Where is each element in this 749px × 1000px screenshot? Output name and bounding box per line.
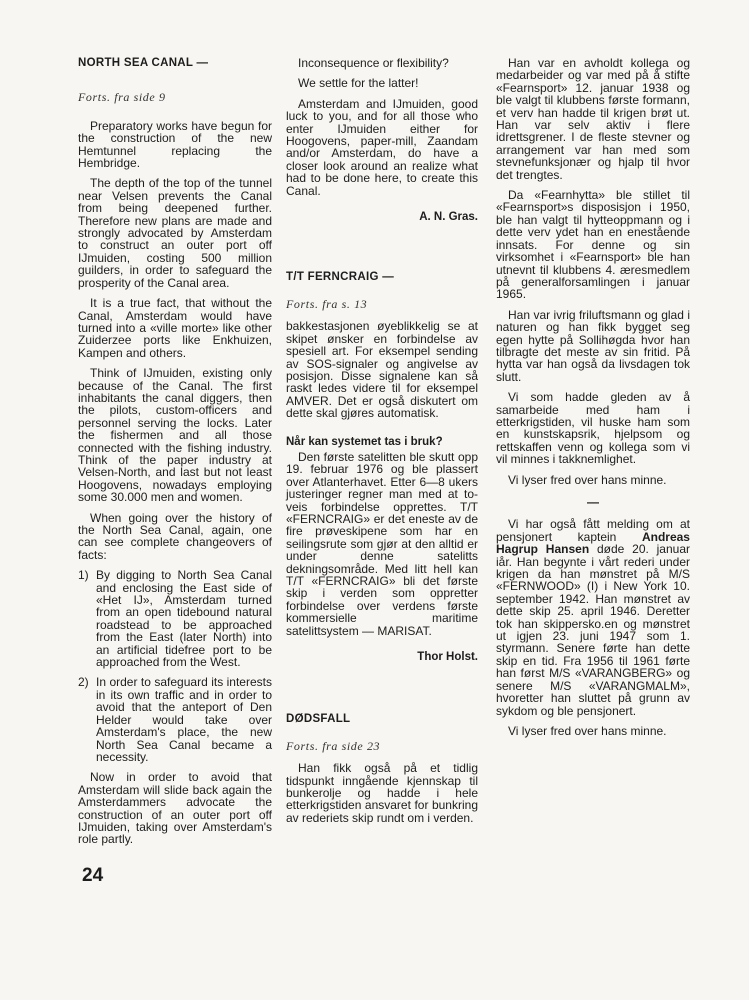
dodsfall-paragraph: Da «Fearnhytta» ble stillet til «Fearnsport»s disposisjon i 1950, ble han valgt til hytteoppmann og i dette verv ydet han en enestående innsats. For denne og sin virksomhet i «Fearnsport» ble han utnevnt til klubbens 4. æresmedlem på generalforsamlingen i januar 1965. xyxy=(496,188,690,302)
obituary-text: døde 20. januar iår. Han begynte i vårt rederi under krigen da han mønstret på M/S «FERNWOOD» (I) i New York 10. september 1942. Han mønstret av dette skip 25. april 1946. Deretter tok han skippersko.en og mønstret ut igjen 23. juni 1947 som 1. styrmann. Senere førte han dette skip en tid. Fra 1956 til 1961 førte han først M/S «VARANGBERG» og senere M/S «VARANGMALM», hvoretter han sluttet på grunn av sykdom og ble pensjonert. xyxy=(496,542,690,718)
dodsfall-continued-note: Forts. fra side 23 xyxy=(286,738,381,753)
ferncraig-heading: T/T FERNCRAIG — xyxy=(286,271,394,284)
list-item xyxy=(78,569,272,668)
ferncraig-subheading: Når kan systemet tas i bruk? xyxy=(286,435,443,448)
obituary-closing: Vi lyser fred over hans minne. xyxy=(508,723,667,738)
dodsfall-paragraph: Han var ivrig friluftsmann og glad i naturen og han fikk bygget seg egen hytte på Sollihøgda hvor han tilbragte det meste av sin fritid. På hytta var han også da livsdagen tok slutt. xyxy=(496,307,690,384)
dodsfall-paragraph: Vi som hadde gleden av å samarbeide med ham i etterkrigstiden, vil huske ham som en kunstskapsrik, hjelpsom og rettskaffen venn og kollega som vi vil minnes i takknemlighet. xyxy=(496,390,690,467)
ferncraig-intro: bakkestasjonen øyeblikkelig se at skipet ønsker en forbindelse av spesiell art. For eksempel sending av SOS-signaler og angivelse av posisjon. Disse signalene kan så raskt ledes videre til for eksempel AMVER. Det er også diskutert om dette skal gjøres automatisk. xyxy=(286,319,478,421)
north-sea-canal-paragraph: When going over the history of the North Sea Canal, again, one can see complete changeovers of facts: xyxy=(78,510,272,562)
dodsfall-paragraph: Han var en avholdt kollega og medarbeider og var med på å stifte «Fearnsport» 12. januar 1938 og ble valgt til klubbens første formann, et verv han hadde til krigen brøt ut. Han var selv aktiv i flere idrettsgrener. I de fleste stevner og arrangement var han med som stevnefunksjonær og hjalp til hvor det trengtes. xyxy=(496,56,690,182)
column-2 xyxy=(286,57,478,824)
list-text: In order to safeguard its interests in its own traffic and in order to avoid that the anteport of Den Helder would take over Amsterdam's place, the new North Sea Canal became a necessity. xyxy=(96,675,272,764)
list-item xyxy=(78,676,272,763)
north-sea-canal-paragraph: Preparatory works have begun for the construction of the new Hemtunnel replacing the Hembridge. xyxy=(78,118,272,171)
deceased-name: Andreas Hagrup Hansen xyxy=(496,529,690,557)
north-sea-canal-author: A. N. Gras. xyxy=(419,211,478,224)
changeover-facts-list xyxy=(78,569,272,763)
north-sea-canal-paragraph: Think of IJmuiden, existing only because of the Canal. The first inhabitants the canal diggers, then the pilots, custom-officers and personnel serving the locks. Later the fishermen and all those connected with the fishing industry. Think of the paper industry at Velsen-North, and last but not least Hoogovens, nowadays employing some 30.000 men and women. xyxy=(78,366,272,505)
north-sea-canal-paragraph: It is a true fact, that without the Canal, Amsterdam would have turned into a «ville morte» like other Zuiderzee ports like Enkhuizen, Kampen and others. xyxy=(78,296,272,360)
list-text: By digging to North Sea Canal and enclosing the East side of «Het IJ», Amsterdam turned from an open tidebound natural roadstead to be approached from the East (later North) into an artificial tidefree port to be approached from the West. xyxy=(96,568,272,670)
north-sea-canal-paragraph: The depth of the top of the tunnel near Velsen prevents the Canal from being deepened further. Therefore new plans are made and strongly advocated by Amsterdam to construct an outer port off IJmuiden, costing 500 million guilders, in order to safeguard the prosperity of the Canal area. xyxy=(78,176,272,290)
list-number: 1) xyxy=(78,568,89,583)
north-sea-canal-continued-note: Forts. fra side 9 xyxy=(78,90,166,105)
north-sea-canal-continuation: Inconsequence or flexibility? xyxy=(298,56,449,70)
ferncraig-author: Thor Holst. xyxy=(417,651,478,664)
ferncraig-continued-note: Forts. fra s. 13 xyxy=(286,296,368,311)
north-sea-canal-paragraph: Now in order to avoid that Amsterdam will slide back again the Amsterdammers advocate the construction of an outer port off IJmuiden, taking over Amsterdam's role partly. xyxy=(78,770,272,847)
ferncraig-body: Den første satelitten ble skutt opp 19. februar 1976 og ble plassert over Atlanterhavet. Etter 6—8 ukers justeringer regner man med at to-veis forbindelse opprettes. T/T «FERNCRAIG» er det eneste av de fire prøveskipene som har en seilingsrute som gjør at den alltid er under denne satelitts dekningsområde. Med litt hell kan T/T «FERNCRAIG» bli det første skip i verden som oppretter forbindelse over verdens første kommersielle maritime satelittsystem — MARISAT. xyxy=(286,449,478,638)
list-number: 2) xyxy=(78,675,89,690)
north-sea-canal-continuation: We settle for the latter! xyxy=(298,76,419,91)
hansen-obituary xyxy=(496,518,690,717)
obituary-lead: Vi har også fått melding om at pensjonert kaptein xyxy=(496,517,690,544)
dodsfall-paragraph: Han fikk også på et tidlig tidspunkt inngående kjennskap til bunkerolje og hadde i hele etterkrigstiden ansvaret for bunkring av rederiets skip rundt om i verden. xyxy=(286,761,478,825)
north-sea-canal-continuation: Amsterdam and IJmuiden, good luck to you, and for all those who enter IJmuiden either for Hoogovens, paper-mill, Zaandam and/or Amsterdam, do have a closer look around an realize what had to be done here, to create this Canal. xyxy=(286,96,478,198)
separator-dash: — xyxy=(587,495,599,509)
dodsfall-paragraph: Vi lyser fred over hans minne. xyxy=(508,472,667,487)
column-1 xyxy=(78,57,272,846)
north-sea-canal-heading: NORTH SEA CANAL — xyxy=(78,57,209,69)
page-number: 24 xyxy=(82,865,104,886)
dodsfall-heading: DØDSFALL xyxy=(286,713,351,726)
column-3 xyxy=(496,57,690,737)
